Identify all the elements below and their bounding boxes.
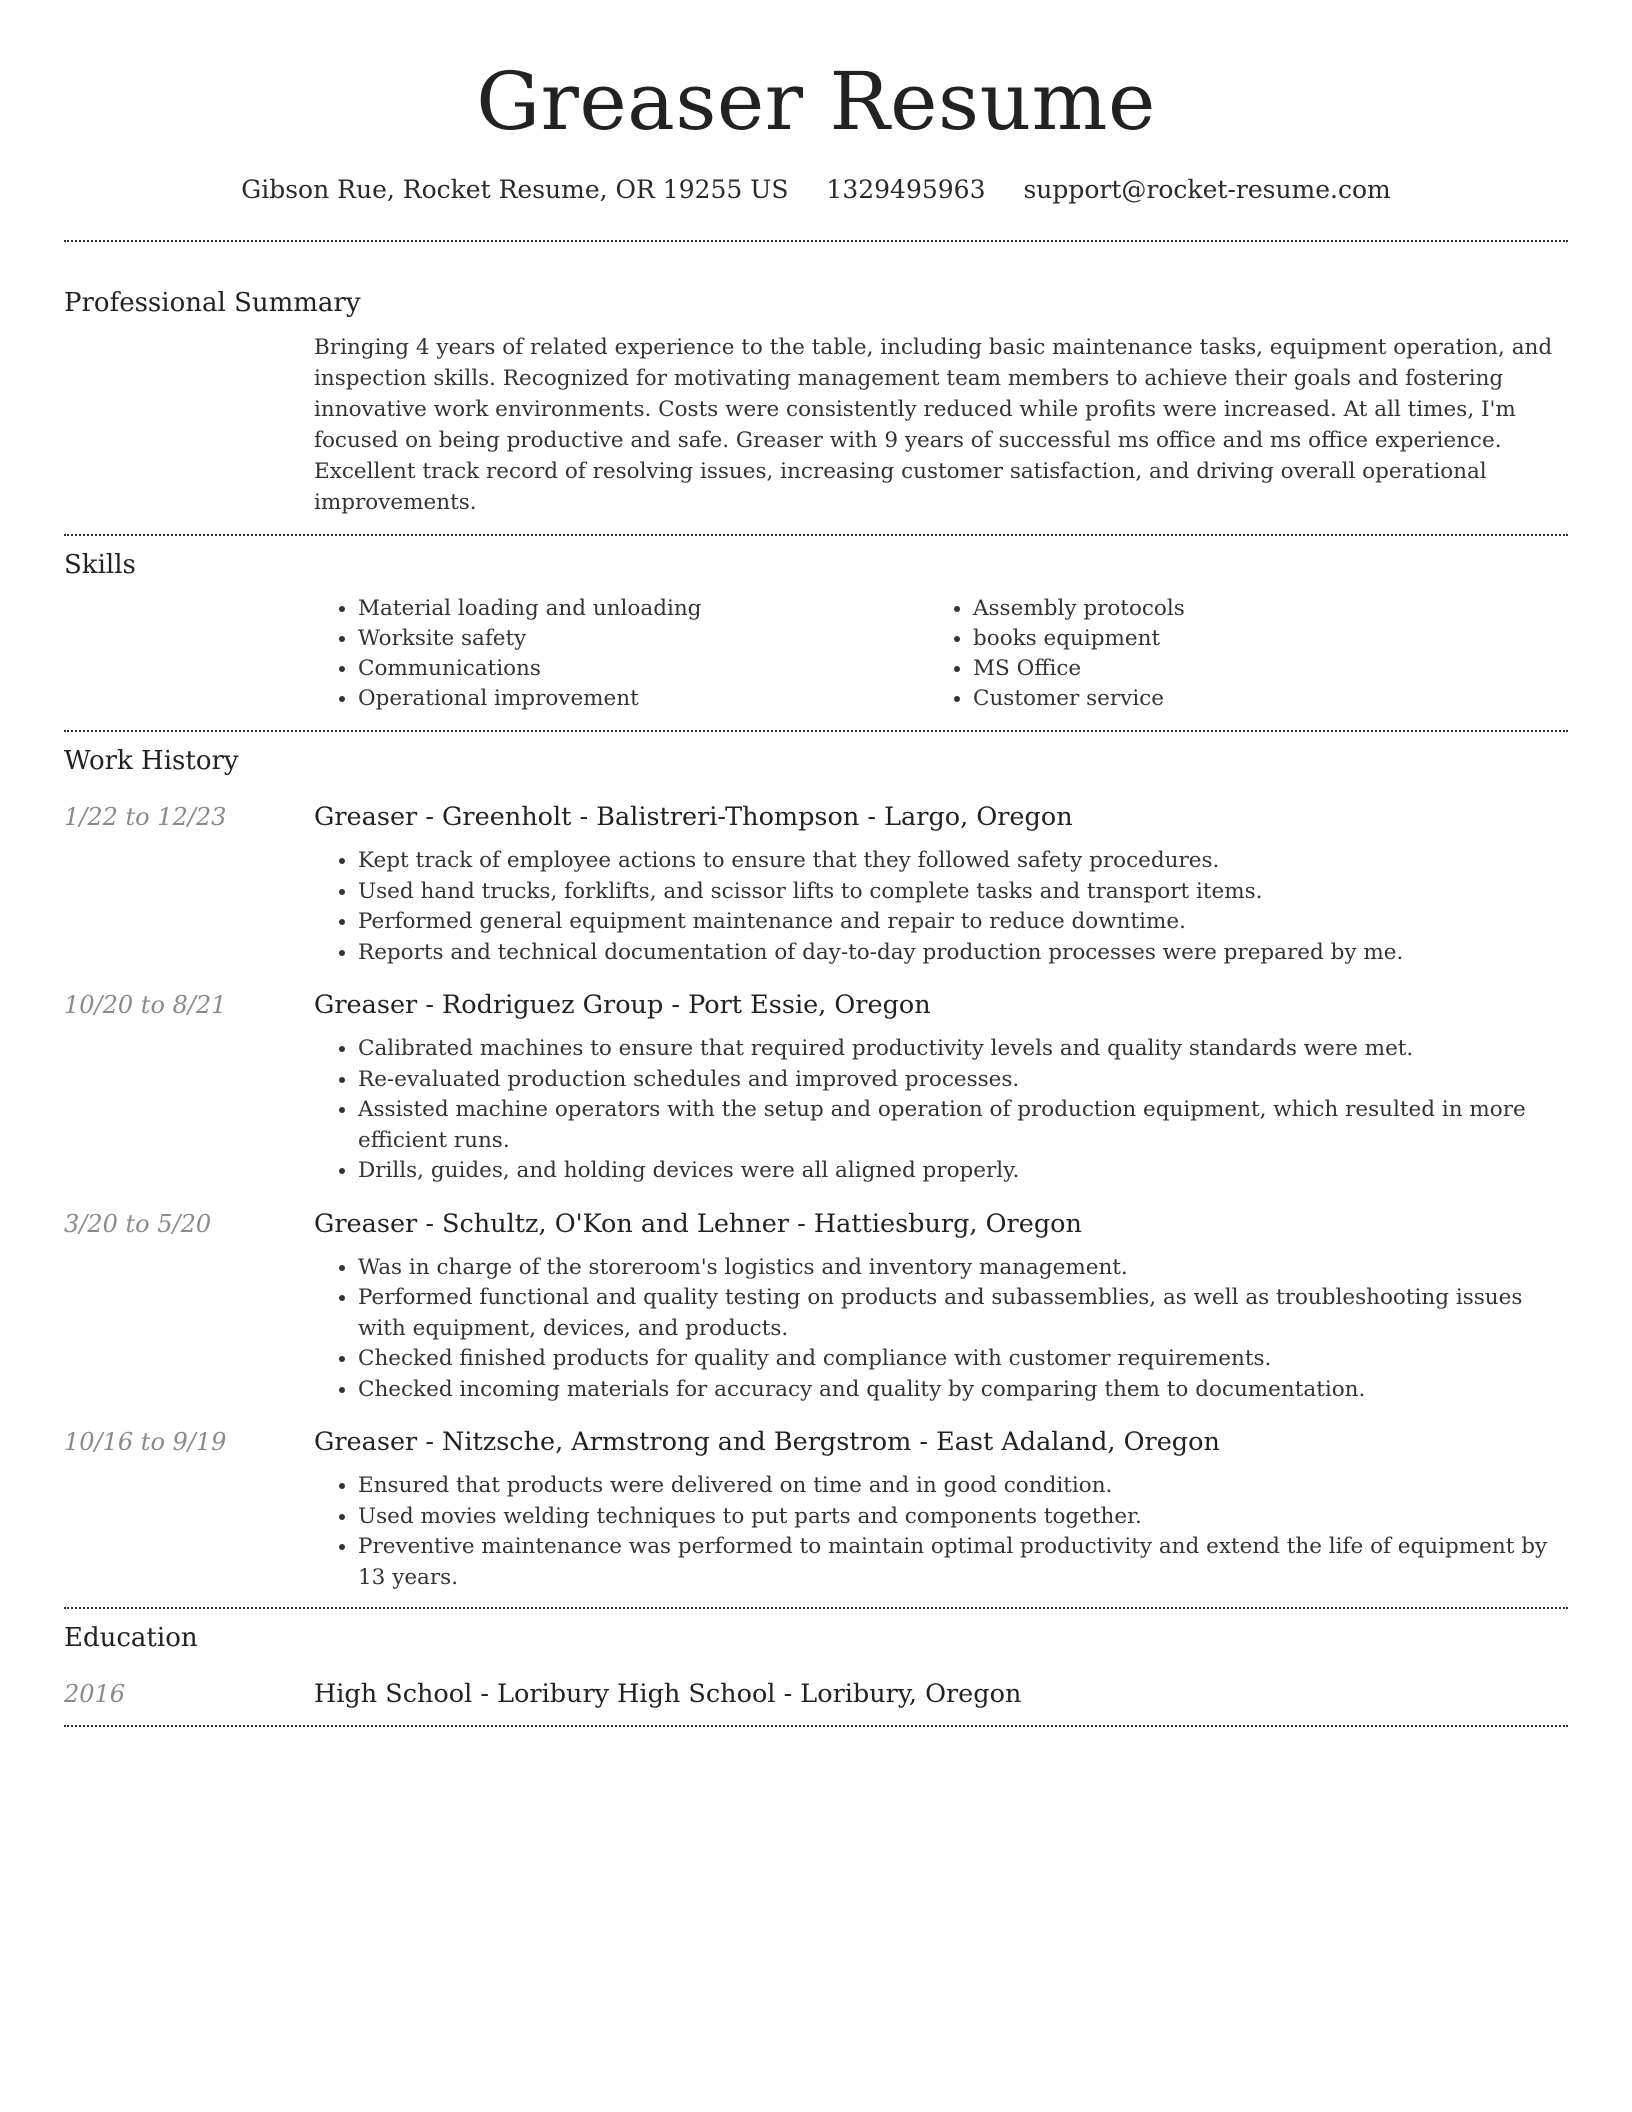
section-title-education: Education: [64, 1623, 198, 1653]
job-bullet: • Calibrated machines to ensure that required productivity levels and quality standards were met.: [358, 1034, 1568, 1065]
job-bullet: • Kept track of employee actions to ensure that they followed safety procedures.: [358, 846, 1568, 877]
education-entry: [64, 1677, 1568, 1725]
contact-line: [64, 172, 1568, 208]
section-title-summary: Professional Summary: [64, 288, 361, 318]
job-bullets: [314, 846, 1568, 968]
job-bullet: • Drills, guides, and holding devices were all aligned properly.: [358, 1156, 1568, 1187]
skill-item: • books equipment: [973, 624, 1544, 654]
section-education: [64, 1609, 1568, 1725]
job-entry: [64, 1425, 1568, 1593]
job-bullet: • Checked incoming materials for accuracy and quality by comparing them to documentation.: [358, 1375, 1568, 1406]
job-details: [314, 1425, 1568, 1593]
job-details: [314, 800, 1568, 968]
job-title: Greaser - Greenholt - Balistreri-Thompson - Largo, Oregon: [314, 802, 1073, 832]
skills-right-list: [929, 594, 1544, 714]
job-bullet: • Performed general equipment maintenance and repair to reduce downtime.: [358, 907, 1568, 938]
job-bullet: • Preventive maintenance was performed to maintain optimal productivity and extend the life of equipment by 13 years.: [358, 1532, 1568, 1593]
job-bullets: [314, 1471, 1568, 1593]
job-entry: [64, 800, 1568, 968]
job-bullet: • Used movies welding techniques to put parts and components together.: [358, 1502, 1568, 1533]
education-details: [314, 1677, 1568, 1711]
job-bullet: • Ensured that products were delivered on time and in good condition.: [358, 1471, 1568, 1502]
job-bullet: • Was in charge of the storeroom's logistics and inventory management.: [358, 1253, 1568, 1284]
contact-email: support@rocket-resume.com: [1023, 175, 1391, 204]
job-bullets: [314, 1253, 1568, 1406]
job-date: 10/20 to 8/21: [64, 991, 227, 1019]
job-bullet: • Used hand trucks, forklifts, and scissor lifts to complete tasks and transport items.: [358, 877, 1568, 908]
job-details: [314, 988, 1568, 1187]
job-entry: [64, 988, 1568, 1187]
section-skills: [64, 536, 1568, 730]
skill-item: • Assembly protocols: [973, 594, 1544, 624]
summary-text: Bringing 4 years of related experience to the table, including basic maintenance tasks, equipment operation, and inspection skills. Recognized for motivating management team members to achieve their goals and fostering innovative work environments. Costs were consistently reduced while profits were increased. At all times, I'm focused on being productive and safe. Greaser with 9 years of successful ms office and ms office experience. Excellent track record of resolving issues, increasing customer satisfaction, and driving overall operational improvements.: [314, 335, 1553, 515]
skill-item: • Operational improvement: [358, 684, 929, 714]
education-degree: High School - Loribury High School - Loribury, Oregon: [314, 1679, 1022, 1709]
skill-item: • Communications: [358, 654, 929, 684]
resume-name: Greaser Resume: [476, 55, 1156, 148]
skills-left-list: [314, 594, 929, 714]
education-date: 2016: [64, 1680, 126, 1708]
skill-item: • Customer service: [973, 684, 1544, 714]
job-details: [314, 1207, 1568, 1406]
job-date: 3/20 to 5/20: [64, 1209, 212, 1238]
job-entry: [64, 1207, 1568, 1406]
skill-item: • Material loading and unloading: [358, 594, 929, 624]
job-bullet: • Reports and technical documentation of day-to-day production processes were prepared by me.: [358, 938, 1568, 969]
job-date: 10/16 to 9/19: [64, 1428, 227, 1456]
job-bullet: • Performed functional and quality testing on products and subassemblies, as well as troubleshooting issues with equipment, devices, and products.: [358, 1283, 1568, 1344]
contact-phone: 1329495963: [826, 175, 986, 204]
divider: [64, 1725, 1568, 1727]
skills-columns: [314, 594, 1568, 730]
section-title-work: Work History: [64, 746, 239, 776]
job-bullet: • Checked finished products for quality and compliance with customer requirements.: [358, 1344, 1568, 1375]
resume-header: [64, 0, 1568, 208]
job-date: 1/22 to 12/23: [64, 803, 227, 831]
job-title: Greaser - Rodriguez Group - Port Essie, Oregon: [314, 990, 931, 1020]
job-bullets: [314, 1034, 1568, 1187]
job-bullet: • Re-evaluated production schedules and improved processes.: [358, 1065, 1568, 1096]
section-work-history: [64, 732, 1568, 1607]
section-title-skills: Skills: [64, 550, 136, 580]
section-professional-summary: [64, 242, 1568, 534]
contact-address: Gibson Rue, Rocket Resume, OR 19255 US: [241, 175, 789, 204]
job-title: Greaser - Nitzsche, Armstrong and Bergstrom - East Adaland, Oregon: [314, 1427, 1220, 1457]
skill-item: • Worksite safety: [358, 624, 929, 654]
job-title: Greaser - Schultz, O'Kon and Lehner - Hattiesburg, Oregon: [314, 1208, 1082, 1239]
skill-item: • MS Office: [973, 654, 1544, 684]
job-bullet: • Assisted machine operators with the setup and operation of production equipment, which resulted in more efficient runs.: [358, 1095, 1568, 1156]
